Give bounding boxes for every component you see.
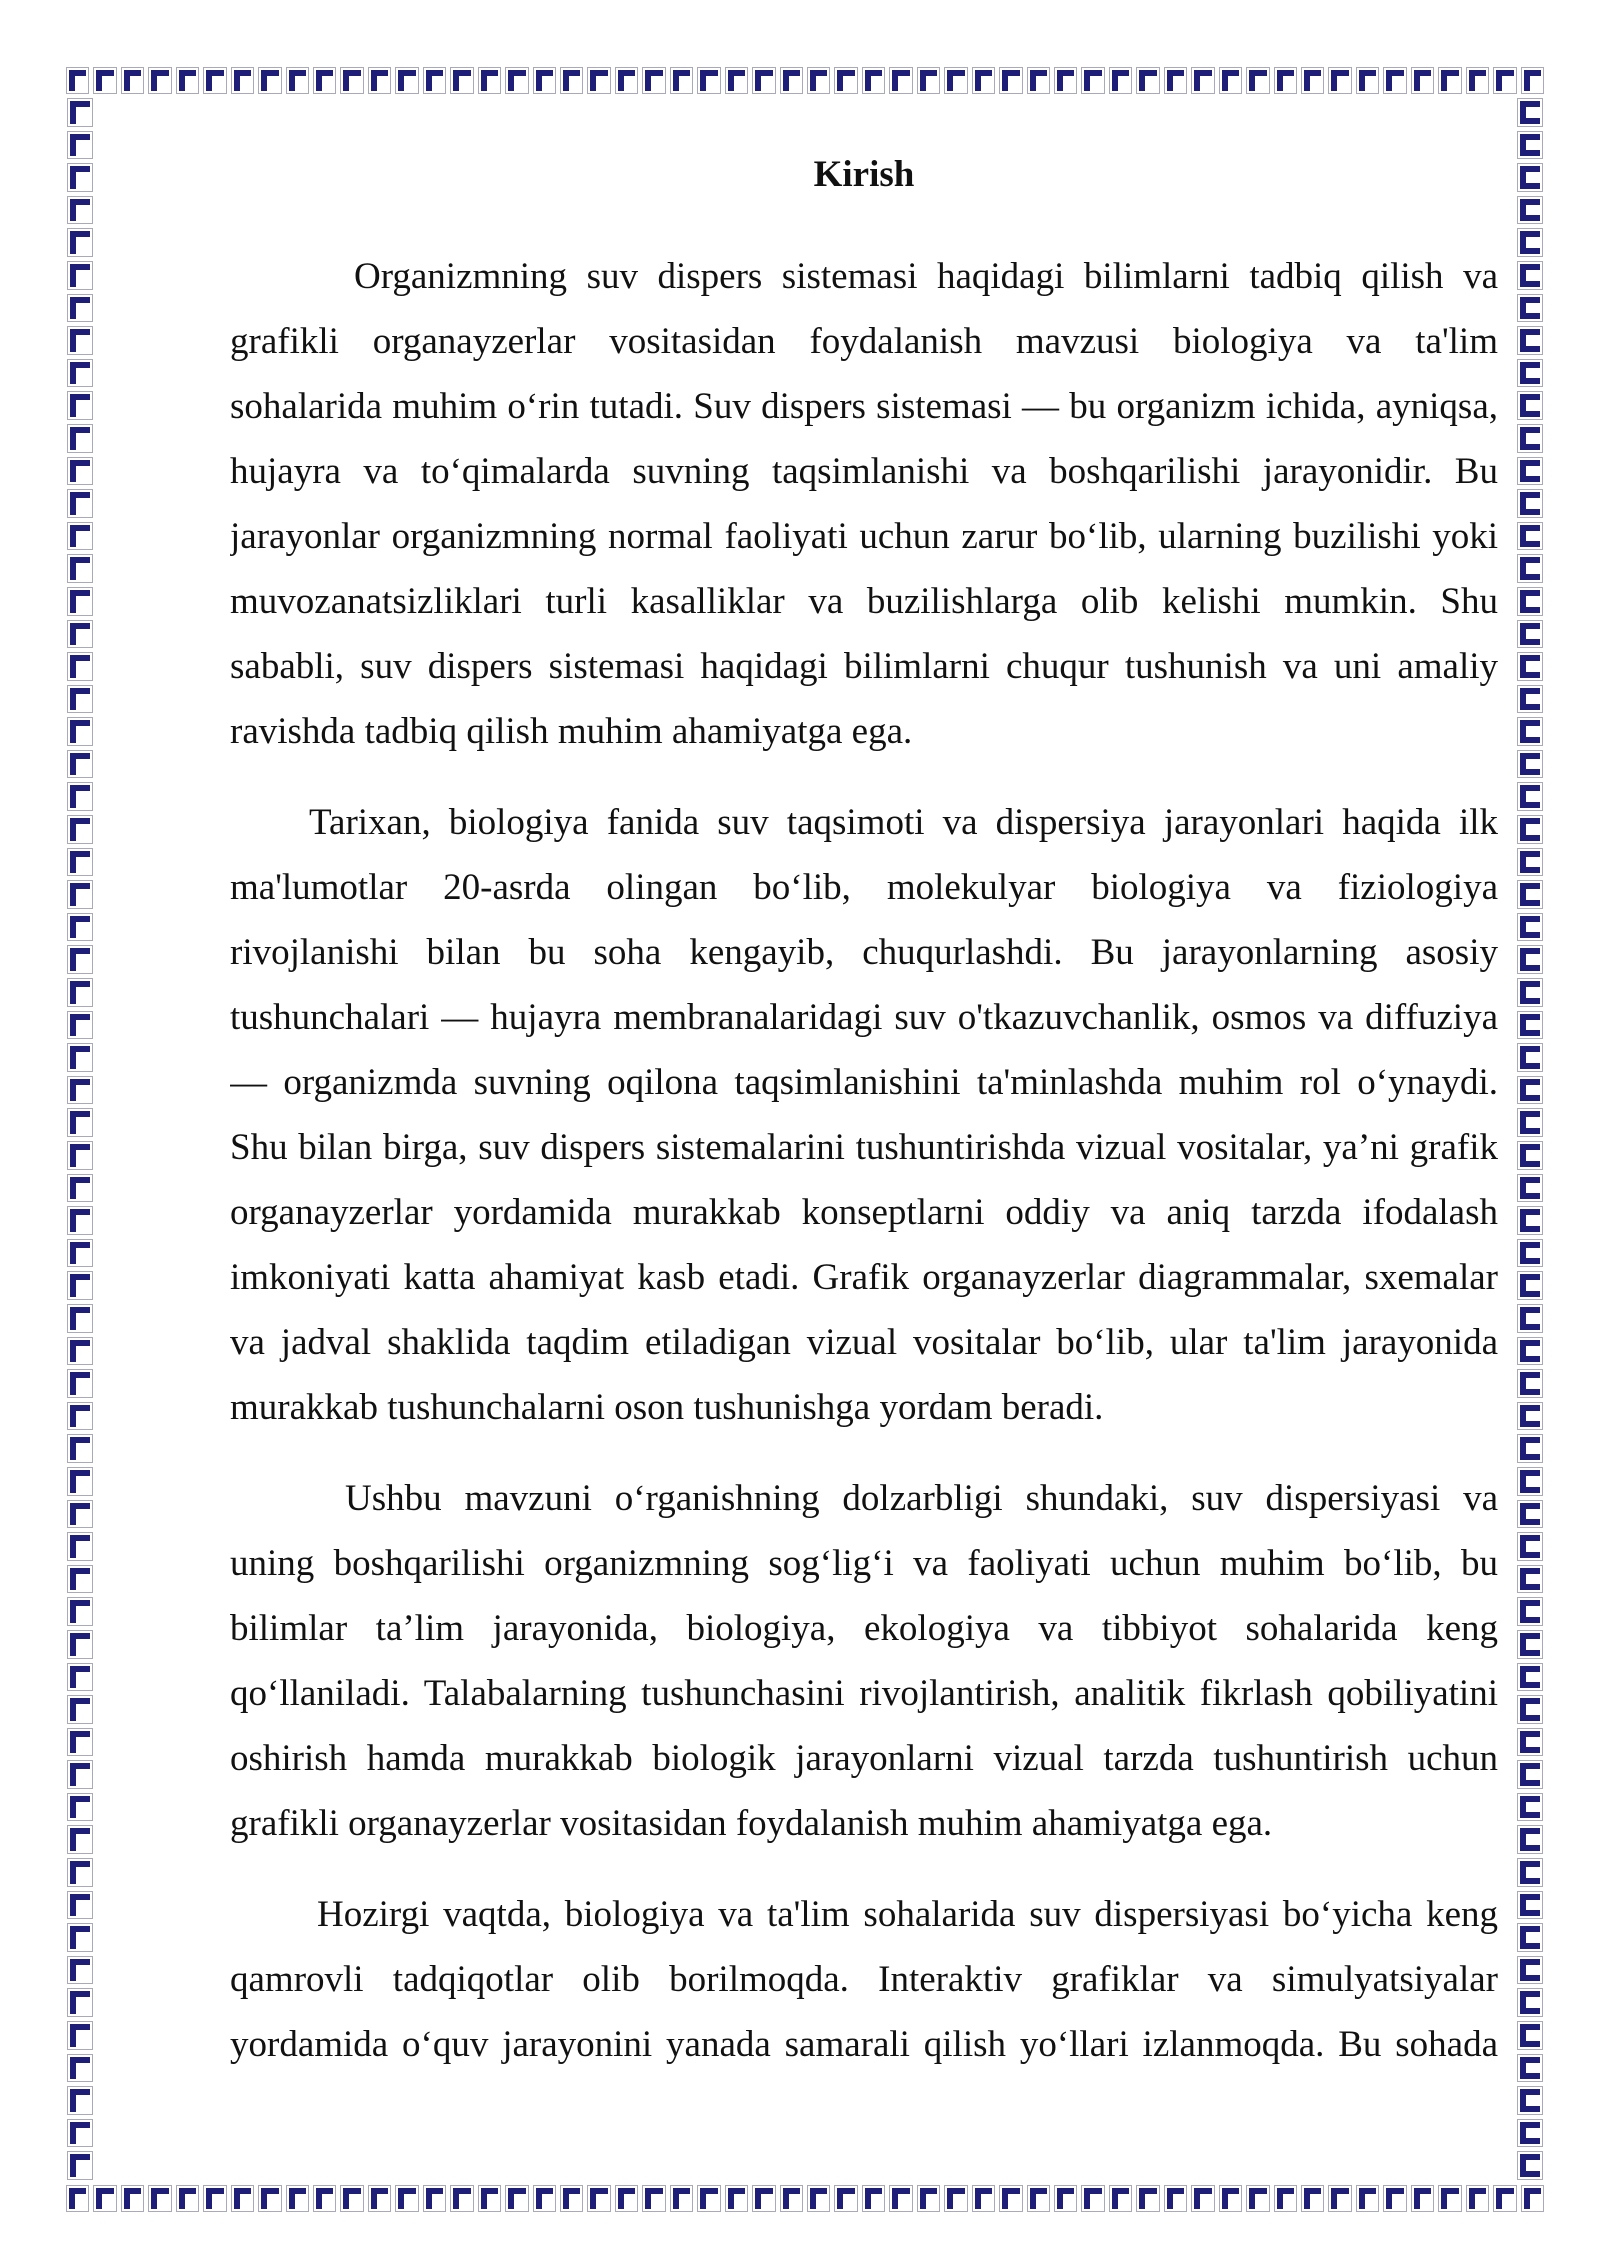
border-tile <box>1520 2122 1540 2145</box>
border-tile <box>70 2154 90 2177</box>
text-line: Organizmning suv dispers sistemasi haqidagi bilimlarni tadbiq qilish va <box>354 255 1498 297</box>
border-tile <box>1139 2188 1156 2209</box>
border-tile <box>70 199 90 222</box>
border-tile <box>1304 2188 1321 2209</box>
border-tile <box>1249 2188 1266 2209</box>
border-tile <box>1520 2057 1540 2080</box>
border-tile <box>1441 2188 1458 2209</box>
border-tile <box>1520 1698 1540 1721</box>
border-tile <box>70 655 90 678</box>
border-tile <box>124 70 141 91</box>
border-tile <box>1222 2188 1239 2209</box>
border-tile <box>1520 818 1540 841</box>
border-tile <box>70 753 90 776</box>
border-tile <box>70 1372 90 1395</box>
border-tile <box>70 1014 90 1037</box>
border-tile <box>1520 720 1540 743</box>
border-tile <box>371 2188 388 2209</box>
border-tile <box>536 2188 553 2209</box>
border-tile <box>1520 1535 1540 1558</box>
border-tile <box>618 70 635 91</box>
border-tile <box>1002 2188 1019 2209</box>
border-tile <box>1520 1274 1540 1297</box>
border-tile <box>316 70 333 91</box>
border-tile <box>865 70 882 91</box>
border-tile <box>70 1437 90 1460</box>
border-tile <box>1524 70 1541 91</box>
border-tile <box>70 590 90 613</box>
border-tile <box>1524 2188 1541 2209</box>
border-tile <box>70 231 90 254</box>
border-tile <box>151 2188 168 2209</box>
border-tile <box>1520 1470 1540 1493</box>
text-line: imkoniyati katta ahamiyat kasb etadi. Grafik organayzerlar diagrammalar, sxemalar <box>230 1256 1498 1298</box>
border-tile <box>261 70 278 91</box>
border-tile <box>70 2122 90 2145</box>
border-tile <box>1520 1763 1540 1786</box>
border-tile <box>1520 1307 1540 1330</box>
border-tile <box>590 2188 607 2209</box>
border-tile <box>70 1209 90 1232</box>
border-tile <box>1520 557 1540 580</box>
border-tile <box>70 623 90 646</box>
border-tile <box>1520 1242 1540 1265</box>
border-tile <box>453 2188 470 2209</box>
text-line: ma'lumotlar 20-asrda olingan bo‘lib, molekulyar biologiya va fiziologiya <box>230 866 1498 908</box>
border-tile <box>1386 2188 1403 2209</box>
border-tile <box>481 2188 498 2209</box>
border-tile <box>96 70 113 91</box>
border-tile <box>289 70 306 91</box>
border-tile <box>1520 1633 1540 1656</box>
border-tile <box>70 1926 90 1949</box>
border-tile <box>1520 785 1540 808</box>
border-tile <box>1520 460 1540 483</box>
border-tile <box>1520 297 1540 320</box>
border-tile <box>426 2188 443 2209</box>
border-tile <box>1414 2188 1431 2209</box>
border-tile <box>1520 948 1540 971</box>
border-tile <box>70 525 90 548</box>
border-tile <box>289 2188 306 2209</box>
border-tile <box>1520 525 1540 548</box>
border-tile <box>1030 70 1047 91</box>
border-tile <box>1520 101 1540 124</box>
border-tile <box>261 2188 278 2209</box>
border-tile <box>1249 70 1266 91</box>
border-tile <box>1084 2188 1101 2209</box>
border-tile <box>70 1731 90 1754</box>
border-tile <box>70 1242 90 1265</box>
border-tile <box>70 2024 90 2047</box>
border-tile <box>1520 1405 1540 1428</box>
text-line: sohalarida muhim o‘rin tutadi. Suv dispers sistemasi — bu organizm ichida, ayniqsa, <box>230 385 1498 427</box>
border-tile <box>563 2188 580 2209</box>
text-line: organayzerlar yordamida murakkab konseptlarni oddiy va aniq tarzda ifodalash <box>230 1191 1498 1233</box>
border-tile <box>426 70 443 91</box>
border-tile <box>70 916 90 939</box>
border-tile <box>1520 1437 1540 1460</box>
border-tile <box>70 460 90 483</box>
border-tile <box>70 1503 90 1526</box>
border-tile <box>70 688 90 711</box>
border-tile <box>69 2188 86 2209</box>
page-border-left <box>64 96 96 2182</box>
border-tile <box>70 362 90 385</box>
border-tile <box>1520 231 1540 254</box>
border-tile <box>1520 1079 1540 1102</box>
border-tile <box>206 2188 223 2209</box>
border-tile <box>70 818 90 841</box>
border-tile <box>70 1079 90 1102</box>
border-tile <box>1386 70 1403 91</box>
border-tile <box>1520 134 1540 157</box>
border-tile <box>1167 70 1184 91</box>
border-tile <box>618 2188 635 2209</box>
border-tile <box>1139 70 1156 91</box>
border-tile <box>810 2188 827 2209</box>
border-tile <box>70 1796 90 1819</box>
border-tile <box>920 2188 937 2209</box>
border-tile <box>70 2057 90 2080</box>
border-tile <box>1520 1796 1540 1819</box>
border-tile <box>69 70 86 91</box>
border-tile <box>179 70 196 91</box>
text-line: va jadval shaklida taqdim etiladigan vizual vositalar bo‘lib, ular ta'lim jarayonida <box>230 1321 1498 1363</box>
border-tile <box>70 394 90 417</box>
border-tile <box>70 1959 90 1982</box>
border-tile <box>1520 1340 1540 1363</box>
border-tile <box>1057 70 1074 91</box>
border-tile <box>70 297 90 320</box>
border-tile <box>70 1894 90 1917</box>
border-tile <box>1520 623 1540 646</box>
border-tile <box>70 1861 90 1884</box>
border-tile <box>947 70 964 91</box>
border-tile <box>700 70 717 91</box>
text-line: hujayra va to‘qimalarda suvning taqsimlanishi va boshqarilishi jarayonidir. Bu <box>230 450 1498 492</box>
border-tile <box>645 2188 662 2209</box>
border-tile <box>810 70 827 91</box>
border-tile <box>70 981 90 1004</box>
border-tile <box>837 2188 854 2209</box>
text-line: Ushbu mavzuni o‘rganishning dolzarbligi shundaki, suv dispersiyasi va <box>345 1477 1498 1519</box>
border-tile <box>70 1828 90 1851</box>
paragraph-1 <box>230 244 1498 764</box>
border-tile <box>70 1633 90 1656</box>
border-tile <box>1520 1568 1540 1591</box>
border-tile <box>947 2188 964 2209</box>
text-line: murakkab tushunchalarni oson tushunishga yordam beradi. <box>230 1386 1104 1428</box>
border-tile <box>371 70 388 91</box>
border-tile <box>1520 1503 1540 1526</box>
border-tile <box>70 1666 90 1689</box>
border-tile <box>234 70 251 91</box>
border-tile <box>1520 1209 1540 1232</box>
border-tile <box>70 166 90 189</box>
text-line: ravishda tadbiq qilish muhim ahamiyatga ega. <box>230 710 913 752</box>
border-tile <box>783 2188 800 2209</box>
text-line: jarayonlar organizmning normal faoliyati uchun zarur bo‘lib, ularning buzilishi yoki <box>230 515 1498 557</box>
border-tile <box>70 1144 90 1167</box>
border-tile <box>1331 2188 1348 2209</box>
border-tile <box>234 2188 251 2209</box>
border-tile <box>1030 2188 1047 2209</box>
border-tile <box>70 1405 90 1428</box>
border-tile <box>536 70 553 91</box>
border-tile <box>1520 1991 1540 2014</box>
border-tile <box>673 70 690 91</box>
border-tile <box>343 2188 360 2209</box>
border-tile <box>1520 1600 1540 1623</box>
text-line: qo‘llaniladi. Talabalarning tushunchasini rivojlantirish, analitik fikrlash qobiliyatini <box>230 1672 1498 1714</box>
border-tile <box>1520 851 1540 874</box>
border-tile <box>1520 1894 1540 1917</box>
text-line: — organizmda suvning oqilona taqsimlanishini ta'minlashda muhim rol o‘ynaydi. <box>230 1061 1498 1103</box>
border-tile <box>892 70 909 91</box>
border-tile <box>70 948 90 971</box>
border-tile <box>1520 1014 1540 1037</box>
border-tile <box>728 70 745 91</box>
border-tile <box>1520 1861 1540 1884</box>
page-border-right <box>1514 96 1546 2182</box>
border-tile <box>70 1046 90 1069</box>
border-tile <box>1520 916 1540 939</box>
border-tile <box>1469 2188 1486 2209</box>
border-tile <box>70 2089 90 2112</box>
border-tile <box>1520 2154 1540 2177</box>
border-tile <box>1002 70 1019 91</box>
border-tile <box>1520 1111 1540 1134</box>
border-tile <box>1084 70 1101 91</box>
border-tile <box>1277 70 1294 91</box>
border-tile <box>1194 2188 1211 2209</box>
border-tile <box>1167 2188 1184 2209</box>
text-line: tushunchalari — hujayra membranalaridagi suv o'tkazuvchanlik, osmos va diffuziya <box>230 996 1498 1038</box>
border-tile <box>1520 1372 1540 1395</box>
border-tile <box>70 1274 90 1297</box>
border-tile <box>70 492 90 515</box>
border-tile <box>70 1470 90 1493</box>
border-tile <box>1414 70 1431 91</box>
border-tile <box>1520 1828 1540 1851</box>
border-tile <box>70 264 90 287</box>
page-border-bottom <box>64 2182 1546 2214</box>
border-tile <box>70 1600 90 1623</box>
border-tile <box>700 2188 717 2209</box>
border-tile <box>70 720 90 743</box>
document-body <box>230 142 1498 2077</box>
border-tile <box>1222 70 1239 91</box>
border-tile <box>1520 427 1540 450</box>
text-line: grafikli organayzerlar vositasidan foydalanish mavzusi biologiya va ta'lim <box>230 320 1498 362</box>
border-tile <box>1520 590 1540 613</box>
border-tile <box>206 70 223 91</box>
border-tile <box>1520 1046 1540 1069</box>
border-tile <box>1520 753 1540 776</box>
border-tile <box>645 70 662 91</box>
border-tile <box>1520 883 1540 906</box>
text-line: oshirish hamda murakkab biologik jarayonlarni vizual tarzda tushuntirish uchun <box>230 1737 1498 1779</box>
border-tile <box>892 2188 909 2209</box>
border-tile <box>1520 1731 1540 1754</box>
border-tile <box>1496 2188 1513 2209</box>
border-tile <box>755 70 772 91</box>
border-tile <box>70 329 90 352</box>
text-line: yordamida o‘quv jarayonini yanada samarali qilish yo‘llari izlanmoqda. Bu sohada <box>230 2023 1498 2065</box>
paragraph-4 <box>230 1882 1498 2077</box>
border-tile <box>398 2188 415 2209</box>
text-line: rivojlanishi bilan bu soha kengayib, chuqurlashdi. Bu jarayonlarning asosiy <box>230 931 1498 973</box>
border-tile <box>343 70 360 91</box>
border-tile <box>453 70 470 91</box>
border-tile <box>398 70 415 91</box>
text-line: sababli, suv dispers sistemasi haqidagi bilimlarni chuqur tushunish va uni amaliy <box>230 645 1498 687</box>
border-tile <box>1520 166 1540 189</box>
border-tile <box>1520 1144 1540 1167</box>
border-tile <box>1520 264 1540 287</box>
border-tile <box>70 1340 90 1363</box>
border-tile <box>1277 2188 1294 2209</box>
border-tile <box>481 70 498 91</box>
border-tile <box>975 2188 992 2209</box>
border-tile <box>590 70 607 91</box>
border-tile <box>783 70 800 91</box>
border-tile <box>1520 394 1540 417</box>
border-tile <box>673 2188 690 2209</box>
border-tile <box>1331 70 1348 91</box>
border-tile <box>70 1307 90 1330</box>
text-line: Tarixan, biologiya fanida suv taqsimoti va dispersiya jarayonlari haqida ilk <box>309 801 1498 843</box>
border-tile <box>1194 70 1211 91</box>
border-tile <box>70 785 90 808</box>
border-tile <box>70 101 90 124</box>
border-tile <box>1520 2089 1540 2112</box>
border-tile <box>96 2188 113 2209</box>
border-tile <box>865 2188 882 2209</box>
text-line: uning boshqarilishi organizmning sog‘lig‘i va faoliyati uchun muhim bo‘lib, bu <box>230 1542 1498 1584</box>
border-tile <box>1112 2188 1129 2209</box>
border-tile <box>1304 70 1321 91</box>
border-tile <box>1520 362 1540 385</box>
border-tile <box>1520 1177 1540 1200</box>
border-tile <box>151 70 168 91</box>
border-tile <box>70 1763 90 1786</box>
text-line: Shu bilan birga, suv dispers sistemalarini tushuntirishda vizual vositalar, ya’ni grafik <box>230 1126 1498 1168</box>
border-tile <box>70 883 90 906</box>
border-tile <box>1057 2188 1074 2209</box>
page-title: Kirish <box>813 154 915 195</box>
border-tile <box>124 2188 141 2209</box>
border-tile <box>70 134 90 157</box>
border-tile <box>70 1111 90 1134</box>
border-tile <box>837 70 854 91</box>
border-tile <box>1520 655 1540 678</box>
paragraph-3 <box>230 1466 1498 1856</box>
border-tile <box>1496 70 1513 91</box>
border-tile <box>920 70 937 91</box>
text-line: grafikli organayzerlar vositasidan foydalanish muhim ahamiyatga ega. <box>230 1802 1273 1844</box>
text-line: qamrovli tadqiqotlar olib borilmoqda. Interaktiv grafiklar va simulyatsiyalar <box>230 1958 1498 2000</box>
border-tile <box>1520 2024 1540 2047</box>
border-tile <box>728 2188 745 2209</box>
border-tile <box>1520 329 1540 352</box>
text-line: muvozanatsizliklari turli kasalliklar va buzilishlarga olib kelishi mumkin. Shu <box>230 580 1498 622</box>
border-tile <box>508 70 525 91</box>
border-tile <box>179 2188 196 2209</box>
border-tile <box>70 851 90 874</box>
border-tile <box>70 1991 90 2014</box>
border-tile <box>1520 1959 1540 1982</box>
border-tile <box>1359 2188 1376 2209</box>
paragraph-2 <box>230 790 1498 1440</box>
border-tile <box>508 2188 525 2209</box>
page-border-top <box>64 64 1546 96</box>
border-tile <box>1469 70 1486 91</box>
border-tile <box>70 1177 90 1200</box>
border-tile <box>975 70 992 91</box>
border-tile <box>1112 70 1129 91</box>
border-tile <box>1359 70 1376 91</box>
border-tile <box>1520 199 1540 222</box>
border-tile <box>70 1535 90 1558</box>
border-tile <box>70 427 90 450</box>
border-tile <box>1520 1666 1540 1689</box>
border-tile <box>1520 688 1540 711</box>
border-tile <box>755 2188 772 2209</box>
border-tile <box>1441 70 1458 91</box>
border-tile <box>1520 492 1540 515</box>
border-tile <box>70 1568 90 1591</box>
border-tile <box>316 2188 333 2209</box>
border-tile <box>1520 1926 1540 1949</box>
text-line: Hozirgi vaqtda, biologiya va ta'lim sohalarida suv dispersiyasi bo‘yicha keng <box>317 1893 1498 1935</box>
border-tile <box>70 1698 90 1721</box>
border-tile <box>70 557 90 580</box>
border-tile <box>563 70 580 91</box>
border-tile <box>1520 981 1540 1004</box>
text-line: bilimlar ta’lim jarayonida, biologiya, ekologiya va tibbiyot sohalarida keng <box>230 1607 1498 1649</box>
